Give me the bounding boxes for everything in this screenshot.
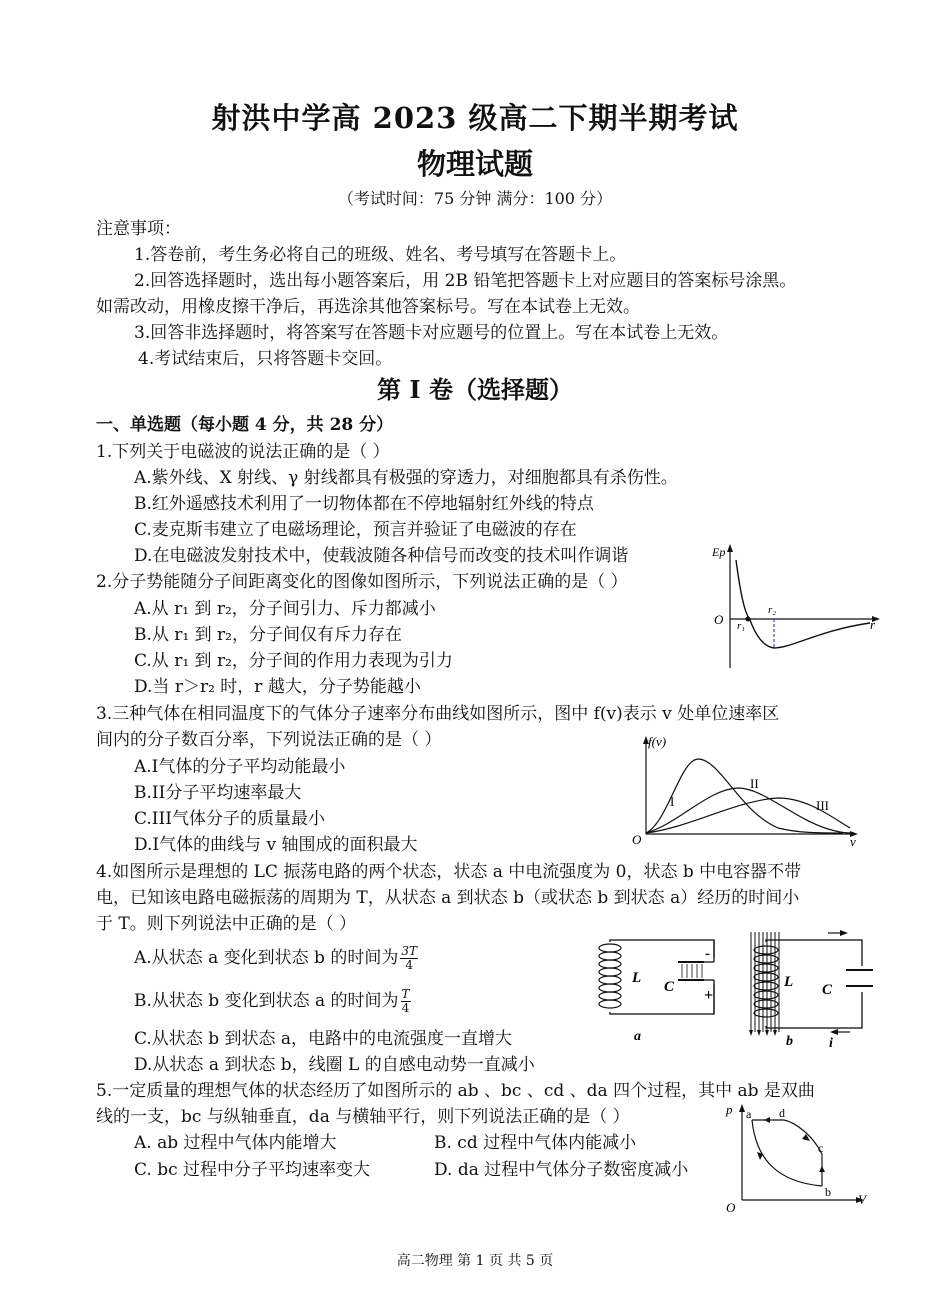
q4-stem-3: 于 T。则下列说法中正确的是（ ） <box>96 914 357 934</box>
q5-option-d: D. da 过程中气体分子数密度减小 <box>434 1160 689 1180</box>
notice-item-2a: 2.回答选择题时，选出每小题答案后，用 2B 铅笔把答题卡上对应题目的答案标号涂黑。 <box>134 271 797 291</box>
y-axis-arrow-icon <box>727 544 733 552</box>
r1-label: r₁ <box>737 620 746 632</box>
v-axis-label: V <box>858 1192 866 1207</box>
q1-option-d: D.在电磁波发射技术中，使载波随各种信号而改变的技术叫作调谐 <box>134 546 629 566</box>
notice-item-3: 3.回答非选择题时，将答案写在答题卡对应题号的位置上。写在本试卷上无效。 <box>134 323 729 343</box>
minus-sign: - <box>705 946 710 962</box>
q4-option-b <box>134 986 411 1015</box>
fraction-3t-over-4 <box>400 945 418 972</box>
p-axis-arrow-icon <box>739 1104 745 1112</box>
potential-energy-graph <box>700 540 885 675</box>
point-b-label: b <box>825 1185 831 1199</box>
state-b-label: b <box>786 1034 793 1049</box>
q2-option-c: C.从 r₁ 到 r₂，分子间的作用力表现为引力 <box>134 651 453 671</box>
section-title: 第 I 卷（选择题） <box>377 375 573 404</box>
lc-circuit-diagram <box>588 928 874 1050</box>
inductor-a-label: L <box>632 970 642 986</box>
point-c-label: c <box>818 1141 824 1155</box>
q4-stem-2: 电，已知该电路电磁振荡的周期为 T，从状态 a 到状态 b（或状态 b 到状态 a）经历的时间小 <box>96 888 800 908</box>
q3-stem-2: 间内的分子数百分率，下列说法正确的是（ ） <box>96 730 442 750</box>
q4-option-a-text: A.从状态 a 变化到状态 b 的时间为 <box>134 948 399 968</box>
notice-item-4: 4.考试结束后，只将答题卡交回。 <box>138 349 393 369</box>
r1-point <box>746 617 751 622</box>
potential-curve <box>736 560 870 648</box>
origin-label: O <box>632 832 642 847</box>
q3-option-a: A.I气体的分子平均动能最小 <box>134 757 346 777</box>
curve-ii-label: II <box>750 776 759 791</box>
q4-option-b-text: B.从状态 b 变化到状态 a 的时间为 <box>134 991 399 1011</box>
process-cd <box>784 1120 822 1154</box>
capacitor-a-label: C <box>664 979 675 995</box>
curve-i <box>646 759 843 833</box>
q1-option-b: B.红外遥感技术利用了一切物体都在不停地辐射红外线的特点 <box>134 494 594 514</box>
current-i-label: i <box>829 1036 833 1050</box>
exam-info: （考试时间：75 分钟 满分：100 分） <box>337 189 613 208</box>
q2-stem: 2.分子势能随分子间距离变化的图像如图所示，下列说法正确的是（ ） <box>96 572 628 592</box>
origin-label: O <box>726 1200 736 1215</box>
q5-stem-1: 5.一定质量的理想气体的状态经历了如图所示的 ab 、bc 、cd 、da 四个过程，其中 ab 是双曲 <box>96 1081 815 1101</box>
q4-option-c: C.从状态 b 到状态 a，电路中的电流强度一直增大 <box>134 1029 513 1049</box>
fraction-numerator: T <box>401 987 410 1001</box>
q5-stem-2: 线的一支，bc 与纵轴垂直，da 与横轴平行，则下列说法正确的是（ ） <box>96 1107 630 1127</box>
state-a-label: a <box>634 1029 641 1044</box>
notice-item-2b: 如需改动，用橡皮擦干净后，再选涂其他答案标号。写在本试卷上无效。 <box>96 297 640 317</box>
pv-diagram <box>722 1100 872 1215</box>
p-axis-label: p <box>726 1102 733 1117</box>
fraction-denominator: 4 <box>405 958 413 972</box>
q4-option-a <box>134 943 418 972</box>
q3-option-b: B.II分子平均速率最大 <box>134 783 302 803</box>
q1-stem: 1.下列关于电磁波的说法正确的是（ ） <box>96 442 390 462</box>
notice-heading: 注意事项： <box>96 219 181 239</box>
page-footer: 高二物理 第 1 页 共 5 页 <box>396 1253 554 1269</box>
ep-label: Ep <box>712 545 726 559</box>
notice-item-1: 1.答卷前，考生务必将自己的班级、姓名、考号填写在答题卡上。 <box>134 245 627 265</box>
q3-option-d: D.I气体的曲线与 v 轴围成的面积最大 <box>134 835 418 855</box>
process-ab <box>752 1120 822 1186</box>
point-d-label: d <box>779 1106 785 1120</box>
arrow-da-icon <box>764 1117 770 1123</box>
fv-label: f(v) <box>648 734 667 749</box>
q4-option-d: D.从状态 a 到状态 b，线圈 L 的自感电动势一直减小 <box>134 1055 535 1075</box>
fraction-denominator: 4 <box>401 1001 410 1015</box>
r-axis-label: r <box>870 617 876 632</box>
capacitor-b-label: C <box>822 982 833 998</box>
q3-stem-1: 3.三种气体在相同温度下的气体分子速率分布曲线如图所示，图中 f(v)表示 v 处单位速率区 <box>96 704 780 724</box>
point-a-label: a <box>746 1107 752 1121</box>
subject-title: 物理试题 <box>416 147 533 181</box>
q5-option-b: B. cd 过程中气体内能减小 <box>434 1133 637 1153</box>
q5-option-c: C. bc 过程中分子平均速率变大 <box>134 1160 371 1180</box>
inductor-b-label: L <box>784 974 794 990</box>
q2-option-d: D.当 r＞r₂ 时，r 越大，分子势能越小 <box>134 677 421 697</box>
fraction-t-over-4 <box>401 988 411 1015</box>
fraction-numerator: 3T <box>401 944 417 958</box>
circuit-state-a <box>598 940 716 1044</box>
q1-option-a: A.紫外线、X 射线、γ 射线都具有极强的穿透力，对细胞都具有杀伤性。 <box>134 468 678 488</box>
arrow-bc-icon <box>819 1166 825 1172</box>
part-heading: 一、单选题（每小题 4 分，共 28 分） <box>96 415 394 435</box>
speed-distribution-graph <box>628 732 863 850</box>
q3-option-c: C.III气体分子的质量最小 <box>134 809 325 829</box>
q2-option-a: A.从 r₁ 到 r₂，分子间引力、斥力都减小 <box>134 599 436 619</box>
origin-label: O <box>714 612 724 627</box>
circuit-state-b <box>749 930 874 1050</box>
exam-title: 射洪中学高 2023 级高二下期半期考试 <box>211 101 739 135</box>
v-axis-label: v <box>850 834 856 849</box>
r2-label: r₂ <box>768 604 777 616</box>
q5-option-a: A. ab 过程中气体内能增大 <box>134 1133 337 1153</box>
q2-option-b: B.从 r₁ 到 r₂，分子间仅有斥力存在 <box>134 625 402 645</box>
curve-iii-label: III <box>816 798 829 813</box>
q4-stem-1: 4.如图所示是理想的 LC 振荡电路的两个状态，状态 a 中电流强度为 0，状态 b 中电容器不带 <box>96 862 802 882</box>
curve-i-label: I <box>670 794 675 809</box>
q1-option-c: C.麦克斯韦建立了电磁场理论，预言并验证了电磁波的存在 <box>134 520 577 540</box>
plus-sign: + <box>704 987 714 1004</box>
